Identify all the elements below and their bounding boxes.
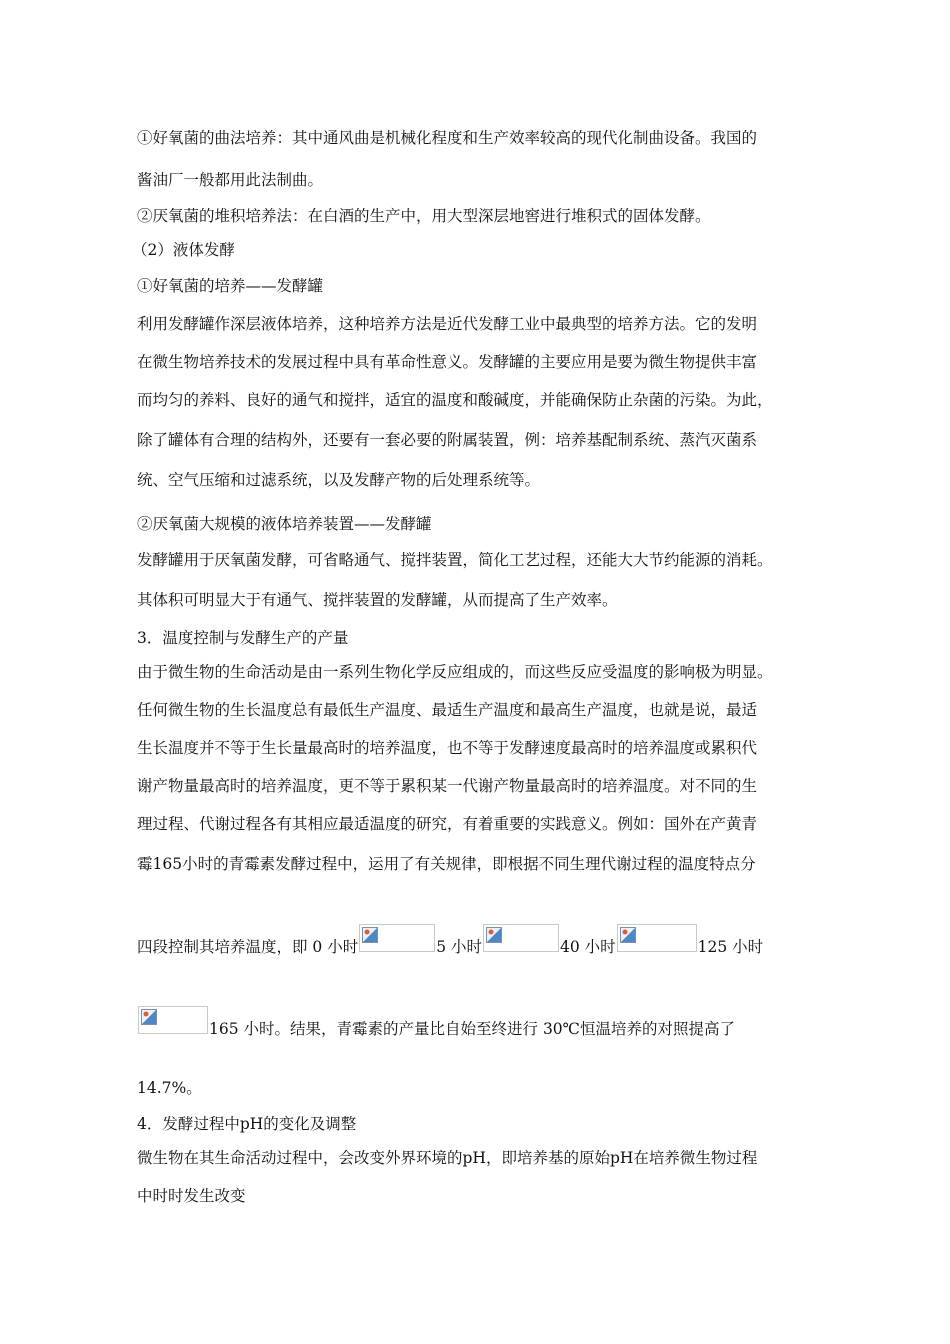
text-segment: 40 小时 (560, 938, 616, 956)
text-line: ①好氧菌的培养——发酵罐 (137, 277, 324, 295)
broken-image-placeholder (483, 924, 559, 952)
text-line: 4．发酵过程中pH的变化及调整 (137, 1115, 357, 1133)
broken-image-placeholder (138, 1006, 208, 1034)
text-line-segmented-2 (137, 1006, 735, 1039)
text-line: 任何微生物的生长温度总有最低生产温度、最适生产温度和最高生产温度，也就是说，最适 (137, 701, 758, 719)
text-segment: 四段控制其培养温度，即 0 小时 (137, 938, 359, 956)
text-line: （2）液体发酵 (132, 241, 235, 259)
text-line: 理过程、代谢过程各有其相应最适温度的研究，有着重要的实践意义。例如：国外在产黄青 (137, 815, 758, 833)
text-line: 利用发酵罐作深层液体培养，这种培养方法是近代发酵工业中最典型的培养方法。它的发明 (137, 315, 758, 333)
broken-image-icon (141, 1009, 157, 1025)
text-line: ②厌氧菌的堆积培养法：在白酒的生产中，用大型深层地窖进行堆积式的固体发酵。 (137, 207, 711, 225)
broken-image-placeholder (617, 924, 697, 952)
text-line: 其体积可明显大于有通气、搅拌装置的发酵罐，从而提高了生产效率。 (137, 591, 618, 609)
text-line: ②厌氧菌大规模的液体培养装置——发酵罐 (137, 515, 432, 533)
text-line: 中时时发生改变 (137, 1187, 246, 1205)
text-line-segmented (137, 924, 763, 957)
text-line: 谢产物量最高时的培养温度，更不等于累积某一代谢产物量最高时的培养温度。对不同的生 (137, 777, 758, 795)
text-line: 3．温度控制与发酵生产的产量 (137, 629, 349, 647)
broken-image-icon (486, 927, 502, 943)
broken-image-placeholder (359, 924, 435, 952)
text-line: 发酵罐用于厌氧菌发酵，可省略通气、搅拌装置，简化工艺过程，还能大大节约能源的消耗。 (137, 551, 773, 569)
text-line: 统、空气压缩和过滤系统，以及发酵产物的后处理系统等。 (137, 471, 541, 489)
text-line: 生长温度并不等于生长量最高时的培养温度，也不等于发酵速度最高时的培养温度或累积代 (137, 739, 758, 757)
text-line: 而均匀的养料、良好的通气和搅拌，适宜的温度和酸碱度，并能确保防止杂菌的污染。为此， (137, 391, 773, 409)
text-line: 除了罐体有合理的结构外，还要有一套必要的附属装置，例：培养基配制系统、蒸汽灭菌系 (137, 431, 758, 449)
text-segment: 165 小时。结果，青霉素的产量比自始至终进行 30℃恒温培养的对照提高了 (209, 1020, 736, 1038)
broken-image-icon (362, 927, 378, 943)
text-line: 霉165小时的青霉素发酵过程中，运用了有关规律，即根据不同生理代谢过程的温度特点分 (137, 855, 756, 873)
text-line: 酱油厂一般都用此法制曲。 (137, 171, 324, 189)
text-line: ①好氧菌的曲法培养：其中通风曲是机械化程度和生产效率较高的现代化制曲设备。我国的 (137, 129, 758, 147)
text-segment: 5 小时 (436, 938, 483, 956)
text-line: 由于微生物的生命活动是由一系列生物化学反应组成的，而这些反应受温度的影响极为明显。 (137, 663, 773, 681)
text-line: 在微生物培养技术的发展过程中具有革命性意义。发酵罐的主要应用是要为微生物提供丰富 (137, 353, 758, 371)
text-segment: 125 小时 (697, 938, 764, 956)
broken-image-icon (620, 927, 636, 943)
text-line: 14.7%。 (137, 1079, 202, 1097)
text-line: 微生物在其生命活动过程中，会改变外界环境的pH，即培养基的原始pH在培养微生物过程 (137, 1149, 758, 1167)
